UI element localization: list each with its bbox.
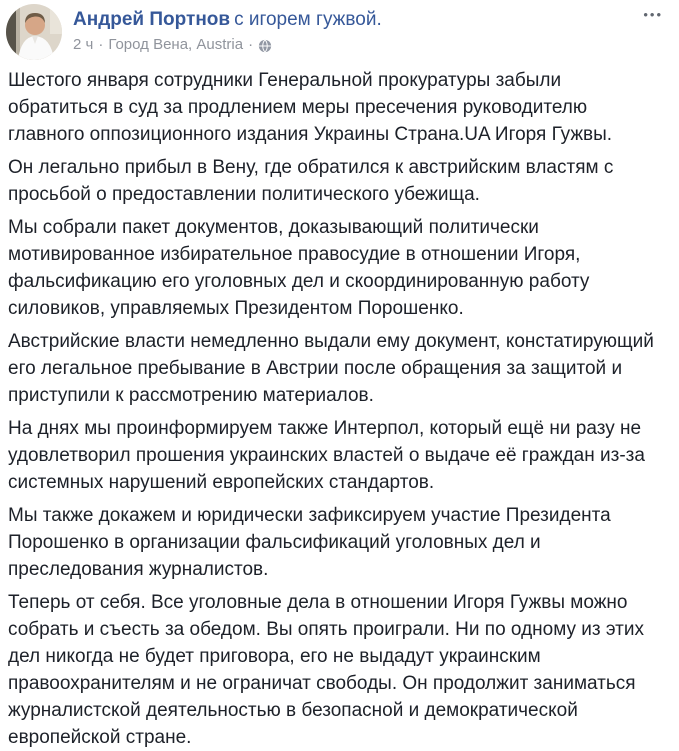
timestamp[interactable]: 2 ч [73,36,94,53]
post-byline [73,9,382,31]
post-paragraph: Австрийские власти немедленно выдали ему документ, констатирующий его легальное пребывание в Австрии после обращения за защитой и приступили к рассмотрению материалов. [8,331,654,406]
post-paragraph: Шестого января сотрудники Генеральной прокуратуры забыли обратиться в суд за продлением меры пресечения руководителю главного оппозиционного издания Украины Страна.UA Игоря Гужвы. [8,70,613,145]
avatar[interactable] [6,4,62,60]
globe-icon [258,39,272,53]
post-byline-block [73,4,382,53]
post-paragraph: Мы собрали пакет документов, доказывающий политически мотивированное избирательное правосудие в отношении Игоря, фальсификацию его уголовных дел и скоординированную работу силовиков, управляемых Президентом Порошенко. [8,217,590,319]
location-link[interactable]: Город Вена, Austria [108,36,244,53]
meta-separator: · [248,36,254,53]
post-paragraph: На днях мы проинформируем также Интерпол, который ещё ни разу не удовлетворил прошения украинских властей о выдаче её граждан из-за системных нарушений европейских стандартов. [8,418,645,493]
post-paragraph: Он легально прибыл в Вену, где обратился к австрийским властям с просьбой о предоставлении политического убежища. [8,157,614,205]
post-paragraph: Теперь от себя. Все уголовные дела в отношении Игоря Гужвы можно собрать и съесть за обедом. Вы опять проиграли. Ни по одному из этих дел никогда не будет приговора, его не выдадут украинским правоохранителям и не ограничат свободы. Он продолжит заниматься журналистской деятельностью в безопасной и демократической европейской стране. [8,592,644,748]
meta-separator: · [98,36,104,53]
post-options-button[interactable]: ••• [643,7,663,22]
post-meta [73,37,382,53]
tagged-profile-link[interactable]: с игорем гужвой. [234,9,382,30]
post-paragraph: Мы также докажем и юридически зафиксируем участие Президента Порошенко в организации фальсификаций уголовных дел и преследования журналистов. [8,505,611,580]
avatar-photo [6,4,62,60]
post-header [0,0,679,60]
post-text [0,60,679,751]
author-link[interactable]: Андрей Портнов [73,9,231,30]
